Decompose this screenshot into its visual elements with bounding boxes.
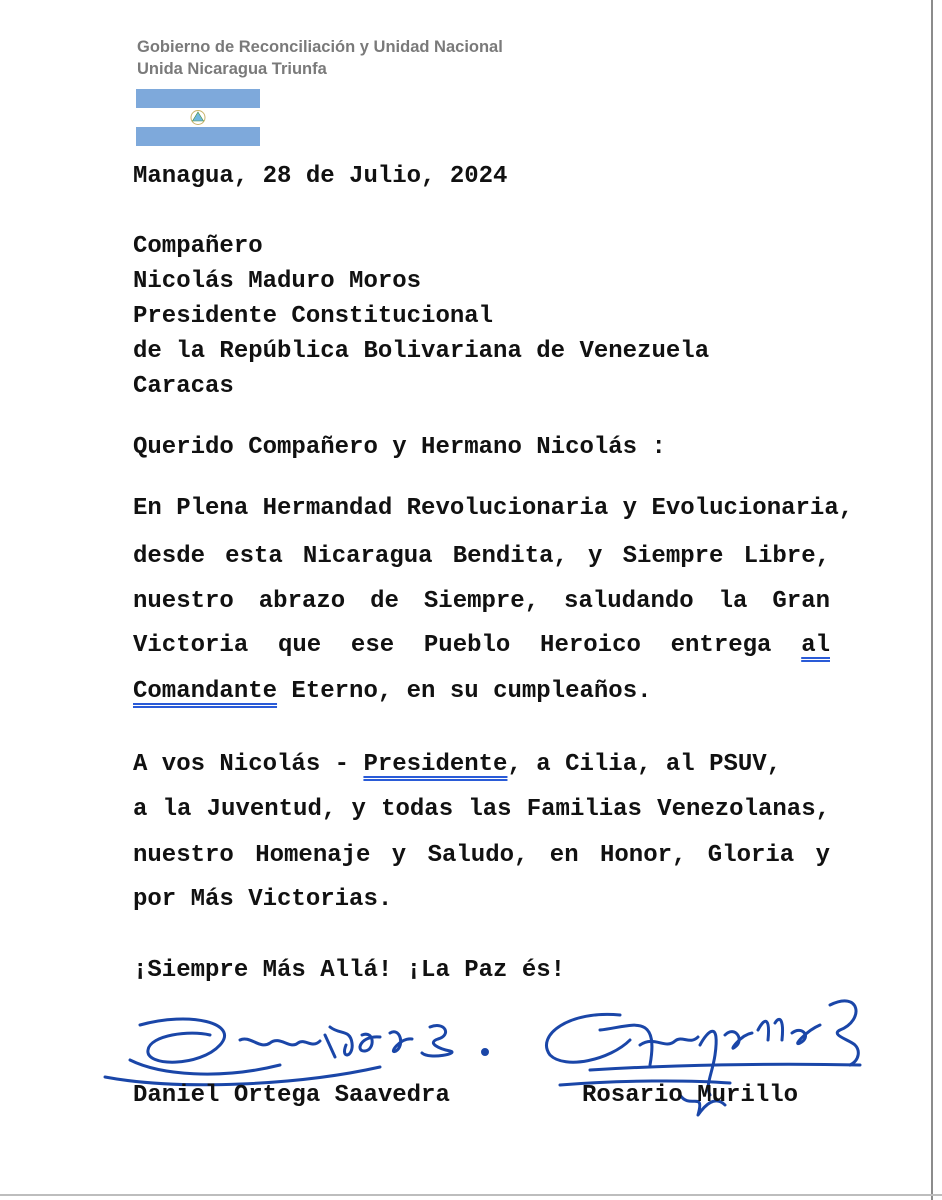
nicaragua-flag — [136, 89, 260, 146]
paragraph-2-line: a la Juventud, y todas las Familias Venezolanas, — [133, 796, 830, 823]
page-edge — [931, 0, 933, 1200]
addressee-line: Nicolás Maduro Moros — [133, 268, 422, 295]
underlined-word: al — [801, 632, 830, 659]
paragraph-2-line: por Más Victorias. — [133, 886, 393, 913]
paragraph-1-line: Comandante Eterno, en su cumpleaños. — [133, 678, 652, 705]
underlined-word: Presidente — [363, 751, 508, 778]
closing-line: ¡Siempre Más Allá! ¡La Paz és! — [133, 957, 566, 984]
letter-date: Managua, 28 de Julio, 2024 — [133, 163, 508, 190]
underlined-word: Comandante — [133, 678, 278, 705]
page-edge-bottom — [0, 1194, 942, 1196]
paragraph-1-line: Victoria que ese Pueblo Heroico entrega al — [133, 632, 830, 659]
signer-name-right: Rosario Murillo — [582, 1082, 799, 1109]
signer-name-left: Daniel Ortega Saavedra — [133, 1082, 450, 1109]
addressee-line: Compañero — [133, 233, 263, 260]
paragraph-2-line: nuestro Homenaje y Saludo, en Honor, Gloria y — [133, 842, 830, 869]
paragraph-1-line: En Plena Hermandad Revolucionaria y Evolucionaria, — [133, 495, 854, 522]
salutation: Querido Compañero y Hermano Nicolás : — [133, 434, 666, 461]
paragraph-1-line: nuestro abrazo de Siempre, saludando la Gran — [133, 588, 830, 615]
letterhead-line-2: Unida Nicaragua Triunfa — [137, 60, 327, 78]
letterhead-line-1: Gobierno de Reconciliación y Unidad Nacional — [137, 38, 503, 56]
paragraph-1-line: desde esta Nicaragua Bendita, y Siempre Libre, — [133, 543, 830, 570]
paragraph-2-line: A vos Nicolás - Presidente, a Cilia, al PSUV, — [133, 751, 782, 778]
addressee-line: Presidente Constitucional — [133, 303, 494, 330]
addressee-line: Caracas — [133, 373, 234, 400]
addressee-line: de la República Bolivariana de Venezuela — [133, 338, 710, 365]
signature-daniel-ortega — [100, 1005, 510, 1090]
